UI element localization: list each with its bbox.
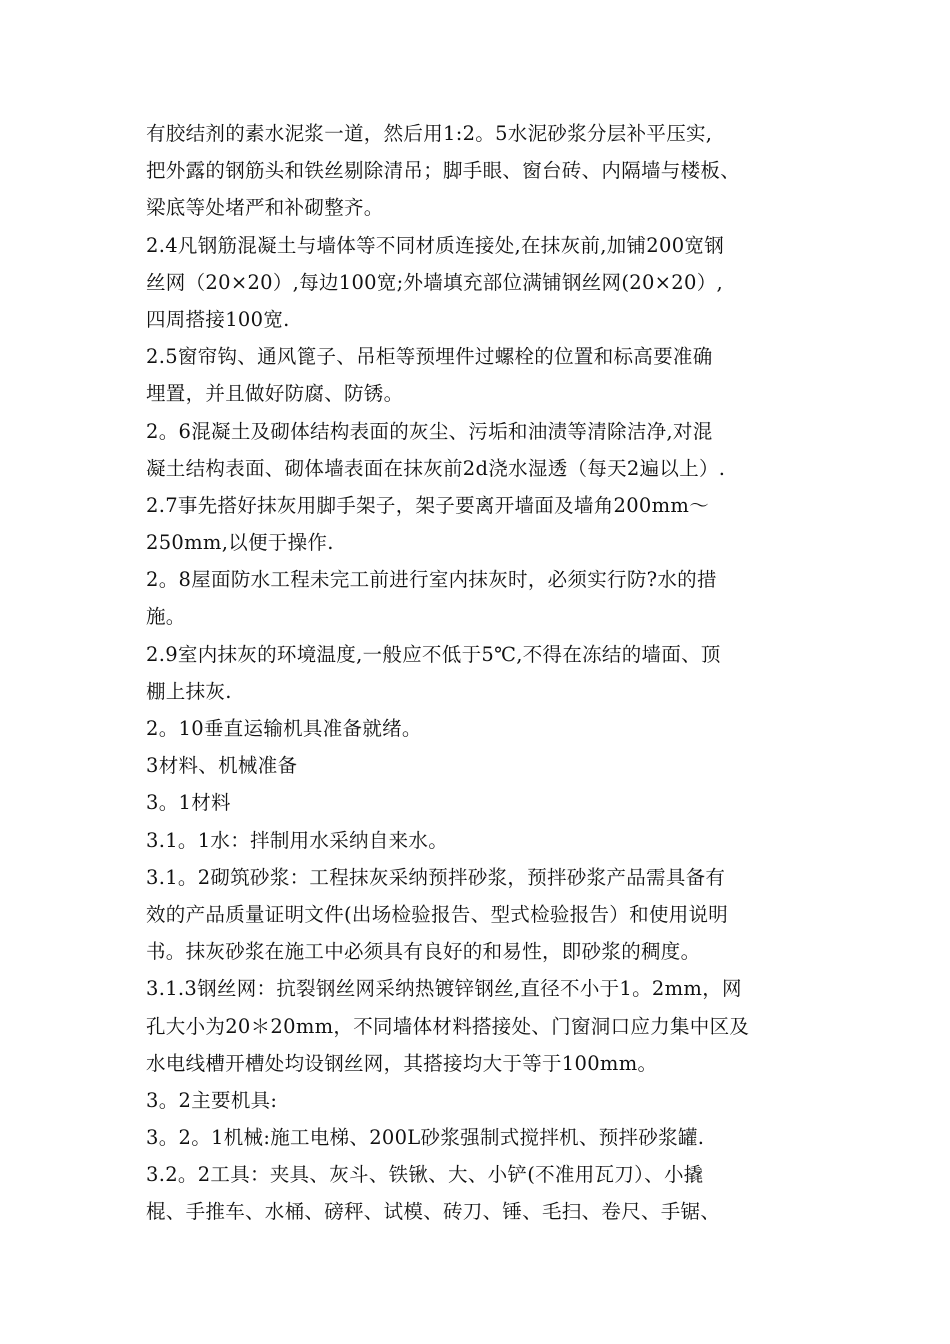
text-line: 3.1。1水：拌制用水采纳自来水。 bbox=[146, 828, 449, 852]
text-line: 施。 bbox=[146, 605, 186, 629]
text-line: 有胶结剂的素水泥浆一道，然后用1:2。5水泥砂浆分层补平压实, bbox=[146, 122, 713, 145]
text-line: 2。6混凝土及砌体结构表面的灰尘、污垢和油渍等清除洁净,对混 bbox=[146, 419, 713, 443]
text-line: 3.2。2工具：夹具、灰斗、铁锹、大、小铲(不准用瓦刀）、小撬 bbox=[146, 1163, 704, 1187]
text-line: 孔大小为20＊20mm，不同墙体材料搭接处、门窗洞口应力集中区及 bbox=[146, 1014, 750, 1038]
text-line: 2.4凡钢筋混凝土与墙体等不同材质连接处,在抹灰前,加铺200宽钢 bbox=[146, 233, 725, 257]
text-line: 2.7事先搭好抹灰用脚手架子，架子要离开墙面及墙角200mm～ bbox=[146, 493, 710, 517]
text-line: 2。8屋面防水工程未完工前进行室内抹灰时，必须实行防?水的措 bbox=[146, 568, 717, 592]
text-line: 3.1。2砌筑砂浆：工程抹灰采纳预拌砂浆，预拌砂浆产品需具备有 bbox=[146, 865, 726, 889]
text-line: 书。抹灰砂浆在施工中必须具有良好的和易性，即砂浆的稠度。 bbox=[146, 940, 701, 964]
text-line: 3。2。1机械:施工电梯、200L砂浆强制式搅拌机、预拌砂浆罐. bbox=[146, 1126, 705, 1150]
text-line: 埋置，并且做好防腐、防锈。 bbox=[146, 382, 404, 406]
text-line: 把外露的钢筋头和铁丝剔除清吊；脚手眼、窗台砖、内隔墙与楼板、 bbox=[146, 159, 741, 183]
text-line: 棚上抹灰. bbox=[146, 679, 232, 703]
text-line: 梁底等处堵严和补砌整齐。 bbox=[146, 196, 384, 220]
document-body bbox=[146, 115, 826, 1231]
section-heading: 3材料、机械准备 bbox=[146, 754, 298, 778]
text-line: 250mm,以便于操作. bbox=[146, 531, 334, 555]
subsection-heading: 3。1材料 bbox=[146, 791, 231, 815]
text-line: 2.9室内抹灰的环境温度,一般应不低于5℃,不得在冻结的墙面、顶 bbox=[146, 642, 721, 666]
subsection-heading: 3。2主要机具: bbox=[146, 1088, 278, 1112]
text-line: 棍、手推车、水桶、磅秤、试模、砖刀、锤、毛扫、卷尺、手锯、 bbox=[146, 1200, 721, 1224]
text-line: 2.5窗帘钩、通风篦子、吊柜等预埋件过螺栓的位置和标高要准确 bbox=[146, 345, 713, 369]
text-line: 3.1.3钢丝网：抗裂钢丝网采纳热镀锌钢丝,直径不小于1。2mm，网 bbox=[146, 977, 742, 1001]
text-line: 四周搭接100宽. bbox=[146, 307, 290, 331]
text-line: 丝网（20×20）,每边100宽;外墙填充部位满铺钢丝网(20×20）, bbox=[146, 270, 724, 294]
text-line: 水电线槽开槽处均设钢丝网，其搭接均大于等于100mm。 bbox=[146, 1051, 658, 1075]
text-line: 2。10垂直运输机具准备就绪。 bbox=[146, 717, 422, 740]
text-line: 效的产品质量证明文件(出场检验报告、型式检验报告）和使用说明 bbox=[146, 902, 729, 926]
text-line: 凝土结构表面、砌体墙表面在抹灰前2d浇水湿透（每天2遍以上）. bbox=[146, 456, 726, 480]
